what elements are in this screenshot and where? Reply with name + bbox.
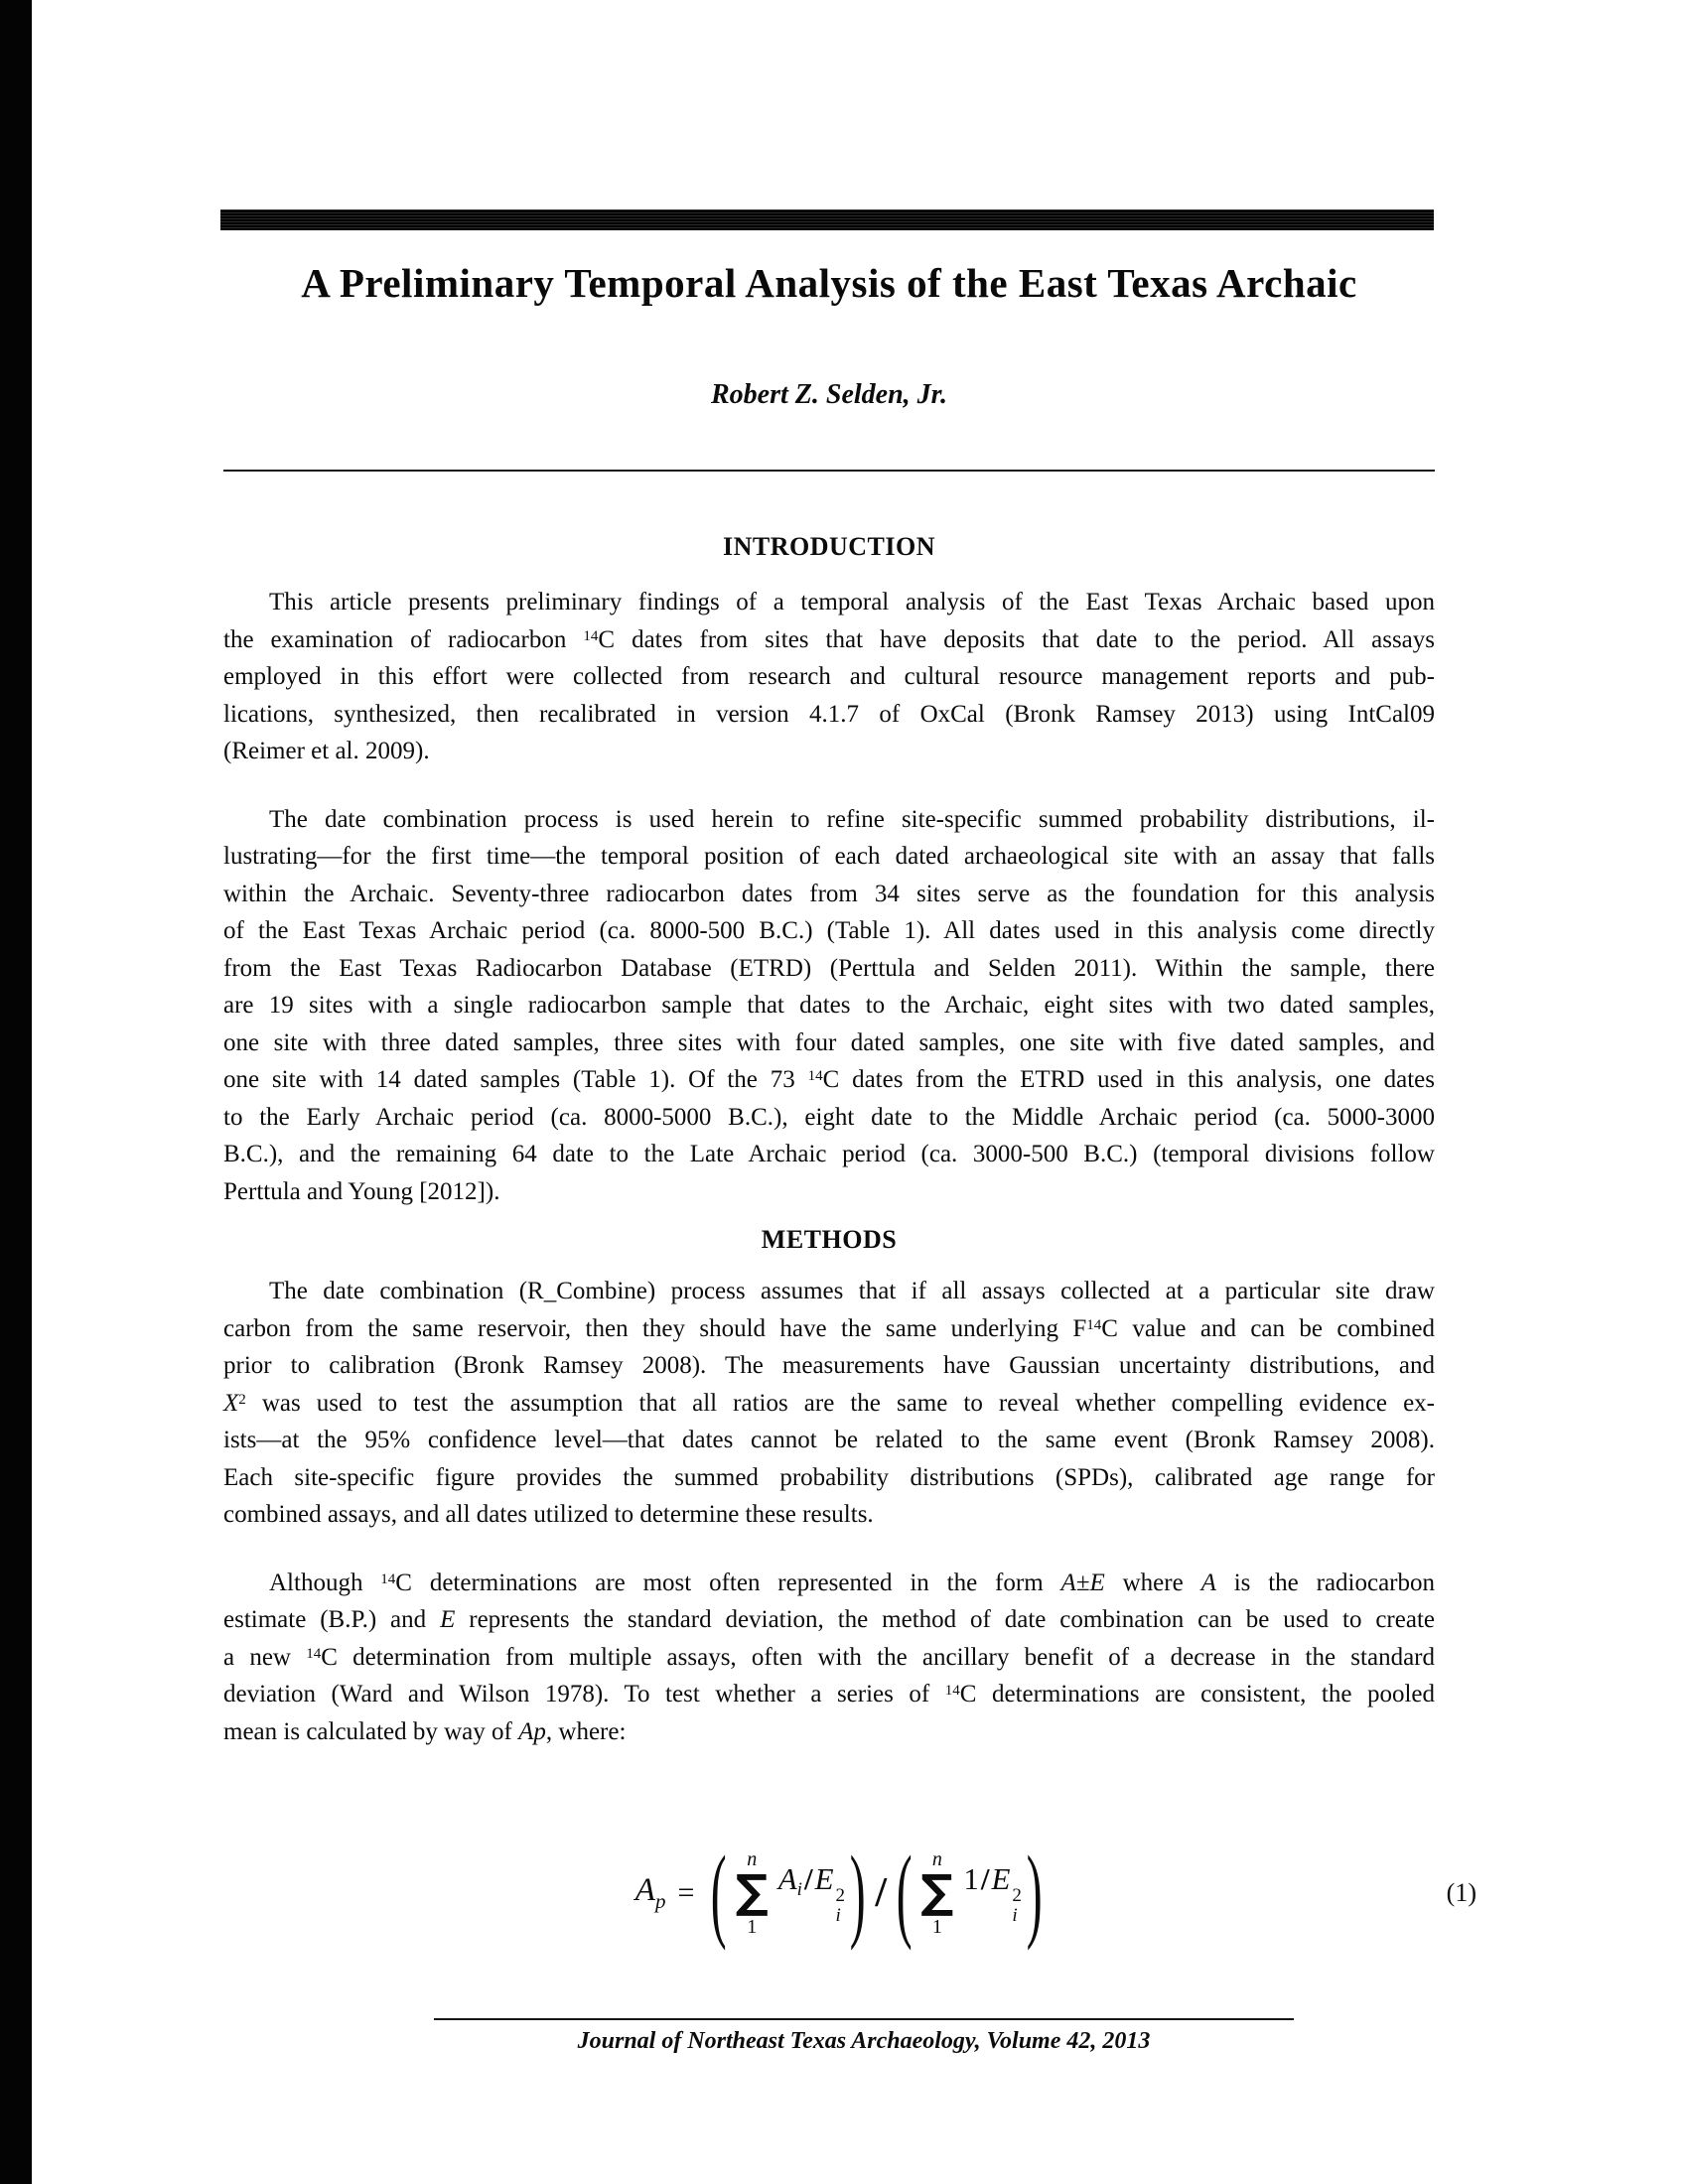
text: combined assays, and all dates utilized to determine these results. — [223, 1501, 874, 1528]
text-line — [223, 1173, 1435, 1211]
sup-sub-stack — [836, 1886, 846, 1926]
numeral-1: 1 — [963, 1860, 979, 1896]
text: deviation (Ward and Wilson 1978). To test whether a series of — [223, 1681, 945, 1707]
superscript: 14 — [380, 1570, 396, 1587]
equation-number: (1) — [1446, 1878, 1477, 1907]
text-line — [223, 1713, 1435, 1751]
text-line — [223, 1099, 1435, 1137]
sigma-icon: ∑ — [735, 1864, 769, 1919]
var-E: E — [814, 1860, 834, 1896]
italic-text: E — [440, 1606, 456, 1633]
sub-i: i — [1012, 1904, 1018, 1926]
sum-lower-limit: 1 — [747, 1915, 758, 1938]
sup-sub-stack — [1012, 1886, 1022, 1926]
text: are 19 sites with a single radiocarbon sample that dates to the Archaic, eight sites with two dated samples, — [223, 992, 1435, 1019]
summation — [736, 1849, 769, 1936]
text-line — [223, 1639, 1435, 1677]
text: mean is calculated by way of — [223, 1717, 519, 1745]
exponent-2: 2 — [835, 1884, 845, 1906]
text-line — [223, 1061, 1435, 1099]
methods-body — [223, 1273, 1435, 1750]
content-column — [223, 0, 1477, 2184]
summation — [920, 1849, 953, 1936]
equation-body — [223, 1833, 1435, 1954]
sigma-icon: ∑ — [920, 1864, 954, 1919]
text: C dates from sites that have deposits that date to the period. All assays — [598, 625, 1435, 653]
superscript: 2 — [238, 1391, 246, 1408]
text: a new — [223, 1643, 307, 1671]
sub-i: i — [835, 1904, 841, 1926]
italic-text: A — [1200, 1569, 1216, 1596]
var-E: E — [991, 1860, 1011, 1896]
equation-1 — [223, 1833, 1477, 1954]
text: C dates from the ETRD used in this analysis, one dates — [822, 1066, 1435, 1093]
journal-footer-text: Journal of Northeast Texas Archaeology, Volume 42, 2013 — [577, 2028, 1151, 2054]
text: within the Archaic. Seventy-three radiocarbon dates from 34 sites serve as the foundation for this analysis — [223, 880, 1435, 907]
text-line — [223, 1136, 1435, 1173]
text-line — [223, 876, 1435, 913]
right-paren: ) — [849, 1835, 866, 1951]
text-line — [223, 1422, 1435, 1459]
title-divider-rule — [223, 470, 1435, 472]
superscript: 14 — [583, 627, 599, 644]
text: C value and can be combined — [1101, 1314, 1435, 1342]
paragraph — [223, 1273, 1435, 1534]
slash: / — [980, 1860, 990, 1896]
text: where — [1104, 1569, 1201, 1596]
italic-text: X — [223, 1389, 239, 1417]
sum-upper-limit: n — [747, 1848, 758, 1871]
text: C determination from multiple assays, often with the ancillary benefit of a decrease in the standard — [321, 1643, 1436, 1671]
exponent-2: 2 — [1012, 1884, 1022, 1906]
text: the examination of radiocarbon — [223, 625, 584, 653]
text: to the Early Archaic period (ca. 8000-5000 B.C.), eight date to the Middle Archaic period (ca. 5000-3000 — [223, 1103, 1435, 1131]
paragraph — [223, 801, 1435, 1211]
text-line — [223, 1347, 1435, 1385]
text-line — [223, 1273, 1435, 1310]
text: is the radiocarbon — [1215, 1569, 1435, 1596]
text-line — [223, 1459, 1435, 1497]
var-A: A — [634, 1872, 655, 1908]
text-line — [223, 912, 1435, 950]
sub-i: i — [796, 1878, 802, 1900]
sum-lower-limit: 1 — [931, 1915, 942, 1938]
text-line — [223, 801, 1435, 839]
article-title: A Preliminary Temporal Analysis of the East Texas Archaic — [301, 260, 1357, 306]
text: Although — [269, 1569, 381, 1596]
text-line — [223, 1385, 1435, 1423]
numerator-term — [778, 1861, 845, 1926]
text-line — [223, 987, 1435, 1024]
italic-text: A±E — [1060, 1569, 1105, 1596]
equals-sign: = — [677, 1876, 695, 1909]
left-paren: ( — [711, 1835, 727, 1951]
text-line — [223, 1496, 1435, 1534]
text-line — [223, 1310, 1435, 1348]
text-line — [223, 838, 1435, 876]
division-slash: / — [875, 1870, 887, 1916]
text: estimate (B.P.) and — [223, 1606, 441, 1633]
decorative-top-rule — [220, 209, 1434, 230]
text-line — [223, 696, 1435, 734]
paragraph — [223, 584, 1435, 770]
superscript: 14 — [807, 1068, 823, 1084]
superscript: 14 — [306, 1645, 322, 1662]
superscript: 14 — [944, 1683, 960, 1699]
text-line — [223, 621, 1435, 659]
slash: / — [803, 1860, 813, 1896]
text-line — [223, 733, 1435, 770]
left-paren: ( — [896, 1835, 913, 1951]
page-footer — [434, 2018, 1294, 2055]
denominator-term — [963, 1861, 1022, 1926]
text: The date combination (R_Combine) process assumes that if all assays collected at a particular site draw — [269, 1278, 1435, 1304]
text: C determinations are most often represented in the form — [395, 1569, 1061, 1596]
text-line — [223, 658, 1435, 696]
var-Ai: A — [777, 1860, 797, 1896]
introduction-body — [223, 584, 1435, 1210]
right-paren: ) — [1026, 1835, 1043, 1951]
text: employed in this effort were collected from research and cultural resource management reports and pub- — [223, 663, 1435, 690]
text: one site with 14 dated samples (Table 1). Of the 73 — [223, 1066, 808, 1093]
superscript: 14 — [1086, 1316, 1102, 1333]
text: lications, synthesized, then recalibrated in version 4.1.7 of OxCal (Bronk Ramsey 2013) using IntCal09 — [223, 700, 1435, 728]
equation-lhs — [635, 1872, 666, 1914]
text: one site with three dated samples, three sites with four dated samples, one site with five dated samples, and — [223, 1028, 1435, 1056]
text-line — [223, 950, 1435, 988]
text: represents the standard deviation, the method of date combination can be used to create — [455, 1606, 1435, 1633]
text-line — [223, 1601, 1435, 1639]
paragraph — [223, 1565, 1435, 1751]
text: C determinations are consistent, the pooled — [959, 1681, 1435, 1707]
text-line — [223, 1024, 1435, 1062]
text: of the East Texas Archaic period (ca. 8000-500 B.C.) (Table 1). All dates used in this analysis come directly — [223, 917, 1435, 944]
text: from the East Texas Radiocarbon Database (ETRD) (Perttula and Selden 2011). Within the sample, there — [223, 954, 1435, 982]
scan-edge-artifact — [0, 0, 32, 2184]
article-author: Robert Z. Selden, Jr. — [710, 379, 947, 410]
text: (Reimer et al. 2009). — [223, 738, 430, 764]
text: Each site-specific figure provides the summed probability distributions (SPDs), calibrated age range for — [223, 1463, 1435, 1491]
text-line — [223, 1565, 1435, 1602]
text: was used to test the assumption that all ratios are the same to reveal whether compelling evidence ex- — [245, 1389, 1435, 1417]
text: carbon from the same reservoir, then they should have the same underlying F — [223, 1314, 1087, 1342]
sum-upper-limit: n — [931, 1848, 942, 1871]
text: The date combination process is used herein to refine site-specific summed probability distributions, il- — [269, 805, 1435, 833]
italic-text: Ap — [518, 1717, 546, 1745]
text: B.C.), and the remaining 64 date to the Late Archaic period (ca. 3000-500 B.C.) (temporal divisions follow — [223, 1141, 1435, 1167]
text: lustrating—for the first time—the temporal position of each dated archaeological site with an assay that falls — [223, 843, 1435, 870]
section-heading-introduction: INTRODUCTION — [722, 532, 936, 561]
text: This article presents preliminary findings of a temporal analysis of the East Texas Archaic based upon — [269, 589, 1435, 615]
section-heading-methods: METHODS — [761, 1225, 898, 1254]
text-line — [223, 584, 1435, 621]
text: ists—at the 95% confidence level—that dates cannot be related to the same event (Bronk Ramsey 2008). — [223, 1427, 1435, 1453]
text: prior to calibration (Bronk Ramsey 2008). The measurements have Gaussian uncertainty distributions, and — [223, 1352, 1435, 1379]
text: Perttula and Young [2012]). — [223, 1177, 500, 1205]
sub-p: p — [654, 1889, 666, 1913]
text-line — [223, 1676, 1435, 1713]
text: , where: — [545, 1717, 627, 1745]
